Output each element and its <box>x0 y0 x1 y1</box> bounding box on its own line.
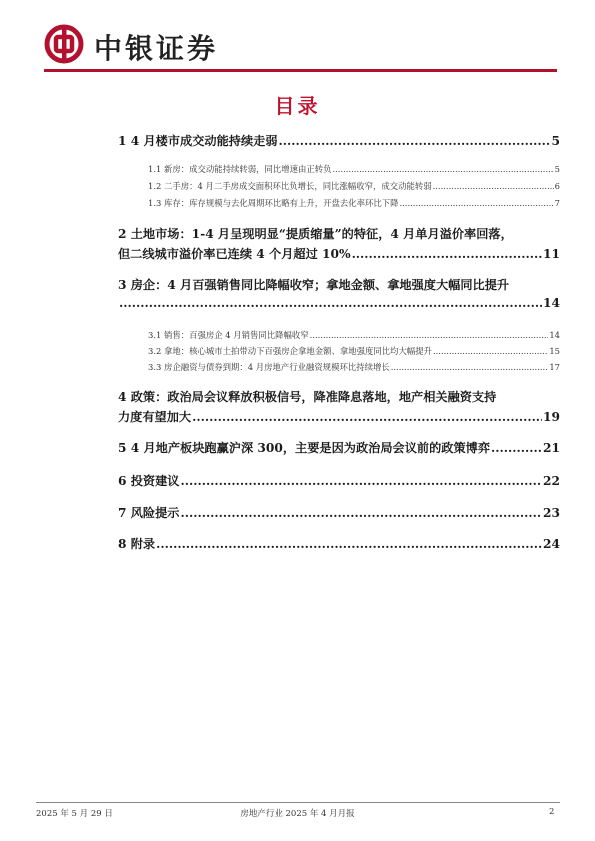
toc-entry-title-line-2: 但二线城市溢价率已连续 4 个月超过 10% <box>118 247 351 261</box>
toc-entry-page: 5 <box>551 134 560 148</box>
footer-report-title: 房地产行业 2025 年 4 月月报 <box>240 809 355 819</box>
toc-entry-title: 7 风险提示 <box>118 506 180 520</box>
dot-leader <box>491 441 542 455</box>
header-divider <box>44 69 557 72</box>
toc-entry-6[interactable] <box>118 472 560 489</box>
dot-leader <box>119 296 542 310</box>
toc-entry-page: 7 <box>554 198 560 208</box>
toc-entry-title: 8 附录 <box>118 537 156 551</box>
toc-entry-title: 1.1 新房：成交动能持续转弱，同比增速由正转负 <box>148 164 332 174</box>
toc-entry-3-1[interactable] <box>148 329 560 341</box>
brand-name: 中银证券 <box>94 32 219 65</box>
footer-divider <box>36 802 560 803</box>
dot-leader <box>180 506 542 520</box>
toc-entry-title: 1 4 月楼市成交动能持续走弱 <box>118 134 278 148</box>
toc-entry-4[interactable] <box>118 388 560 405</box>
dot-leader <box>399 198 553 208</box>
toc-entry-1-2[interactable] <box>148 180 560 192</box>
toc-entry-title: 1.2 二手房：4 月二手房成交面积环比负增长，同比涨幅收窄，成交动能转弱 <box>148 181 432 191</box>
toc-entry-title: 3.3 房企融资与债券到期：4 月房地产行业融资规模环比持续增长 <box>148 362 390 372</box>
toc-entry-1-1[interactable] <box>148 163 560 175</box>
page-header <box>44 24 564 64</box>
toc-entry-3-continued[interactable] <box>118 296 560 310</box>
footer-page-number: 2 <box>549 807 555 817</box>
toc-entry-page: 15 <box>549 346 560 356</box>
toc-entry-8[interactable] <box>118 535 560 552</box>
dot-leader <box>279 134 551 148</box>
toc-entry-page: 22 <box>543 474 560 488</box>
toc-entry-7[interactable] <box>118 504 560 521</box>
toc-entry-title: 1.3 库存：库存规模与去化周期环比略有上升，开盘去化率环比下降 <box>148 198 399 208</box>
toc-entry-page: 14 <box>543 296 560 310</box>
dot-leader <box>310 330 549 340</box>
bank-of-china-logo-icon <box>44 24 84 64</box>
footer-date: 2025 年 5 月 29 日 <box>36 809 113 819</box>
toc-title: 目录 <box>274 94 321 118</box>
toc-entry-1[interactable] <box>118 132 560 149</box>
toc-entry-title: 3.1 销售：百强房企 4 月销售同比降幅收窄 <box>148 330 309 340</box>
toc-entry-title: 6 投资建议 <box>118 474 180 488</box>
toc-entry-title-line-2: 力度有望加大 <box>118 410 192 424</box>
dot-leader <box>180 474 542 488</box>
toc-entry-3-2[interactable] <box>148 345 560 357</box>
dot-leader <box>192 410 542 424</box>
toc-entry-1-3[interactable] <box>148 197 560 209</box>
toc-entry-4-continued[interactable] <box>118 408 560 425</box>
dot-leader <box>433 181 554 191</box>
toc-entry-page: 23 <box>543 506 560 520</box>
dot-leader <box>433 346 548 356</box>
toc-entry-page: 6 <box>554 181 560 191</box>
dot-leader <box>332 164 553 174</box>
toc-entry-3[interactable] <box>118 276 560 293</box>
toc-entry-page: 19 <box>543 410 560 424</box>
toc-entry-page: 5 <box>554 164 560 174</box>
toc-entry-2[interactable] <box>118 225 560 242</box>
toc-entry-page: 17 <box>549 362 560 372</box>
dot-leader <box>391 362 549 372</box>
toc-entry-title-line-1: 3 房企：4 月百强销售同比降幅收窄；拿地金额、拿地强度大幅同比提升 <box>118 278 510 292</box>
toc-entry-5[interactable] <box>118 439 560 456</box>
toc-entry-page: 14 <box>549 330 560 340</box>
toc-entry-page: 21 <box>543 441 560 455</box>
toc-entry-title-line-1: 4 政策：政治局会议释放积极信号，降准降息落地，地产相关融资支持 <box>118 390 497 404</box>
toc-entry-title: 5 4 月地产板块跑赢沪深 300，主要是因为政治局会议前的政策博弈 <box>118 441 491 455</box>
toc-entry-title: 3.2 拿地：核心城市土拍带动下百强房企拿地金额、拿地强度同比均大幅提升 <box>148 346 432 356</box>
toc-entry-2-continued[interactable] <box>118 245 560 262</box>
toc-entry-page: 24 <box>543 537 560 551</box>
toc-entry-title-line-1: 2 土地市场：1-4 月呈现明显“提质缩量”的特征，4 月单月溢价率回落， <box>118 227 513 241</box>
toc-entry-page: 11 <box>543 247 560 261</box>
toc-entry-3-3[interactable] <box>148 361 560 373</box>
dot-leader <box>156 537 542 551</box>
dot-leader <box>352 247 542 261</box>
